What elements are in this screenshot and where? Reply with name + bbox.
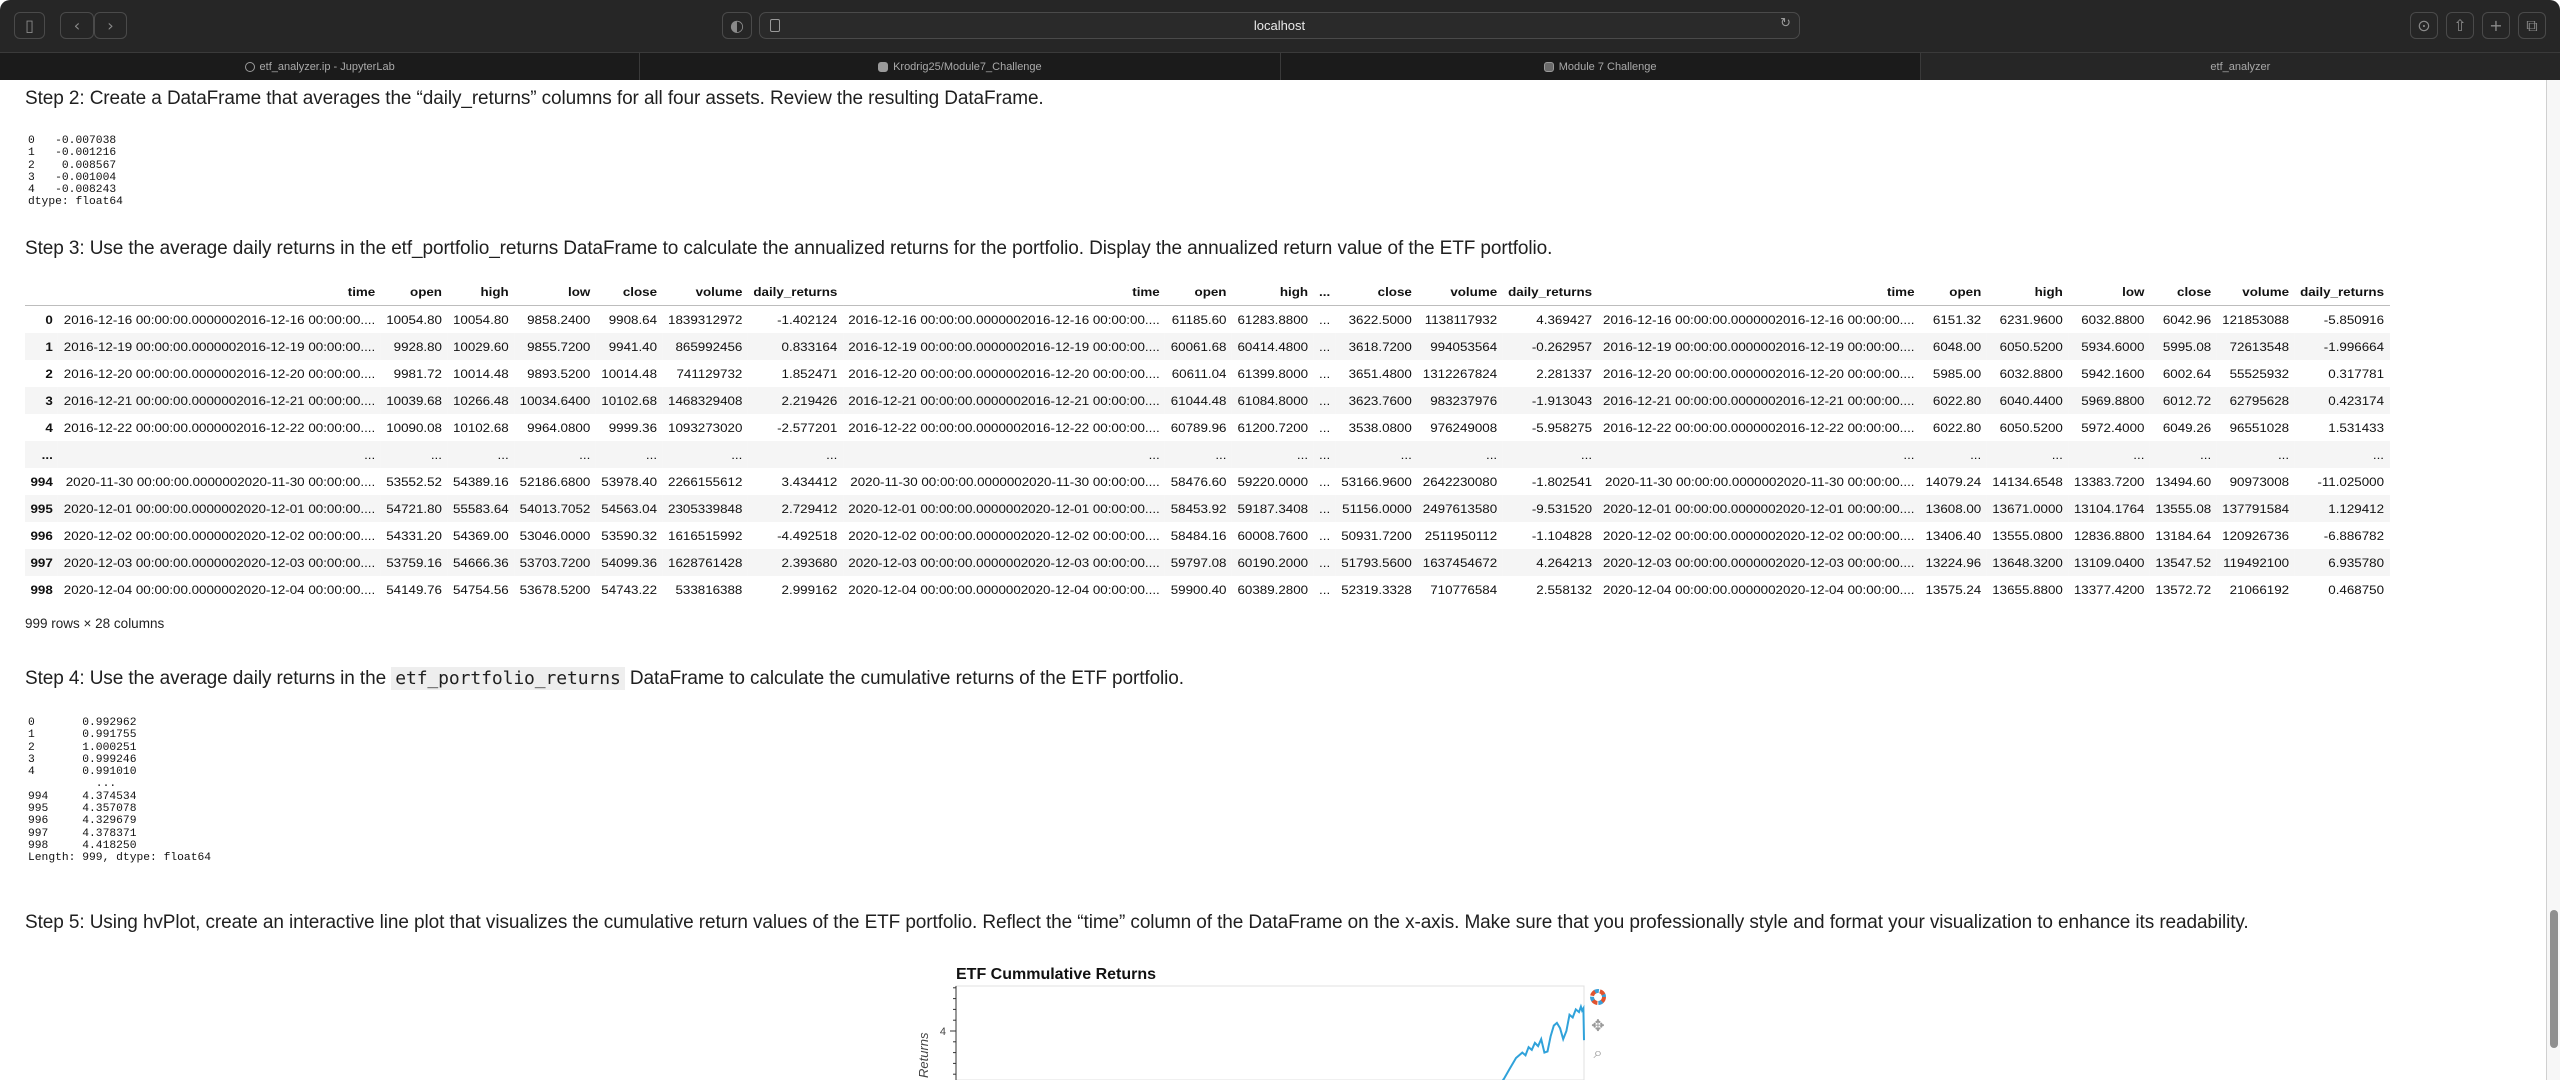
bokeh-logo-icon[interactable] xyxy=(1588,987,1608,1007)
table-cell: 61399.8000 xyxy=(1237,366,1309,381)
table-cell: 6050.5200 xyxy=(1999,339,2063,354)
table-cell: 2016-12-21 00:00:00.0000002016-12-21 00:00:00.... xyxy=(63,393,376,408)
new-tab-icon[interactable]: + xyxy=(2482,12,2510,39)
table-cell: 58453.92 xyxy=(1170,501,1227,516)
table-cell: 6048.00 xyxy=(1932,339,1982,354)
vertical-scrollbar[interactable] xyxy=(2546,80,2560,1080)
table-cell: 119492100 xyxy=(2223,555,2290,570)
row-index: 3 xyxy=(45,393,53,408)
tab-label: etf_analyzer xyxy=(2210,60,2271,73)
table-cell: 50931.7200 xyxy=(1341,528,1412,543)
table-cell: -1.996664 xyxy=(2323,339,2385,354)
table-cell: 2.999162 xyxy=(781,582,838,597)
table-cell: 53703.7200 xyxy=(519,555,591,570)
url-text: localhost xyxy=(1253,18,1306,33)
table-cell: 13406.40 xyxy=(1925,528,1982,543)
table-cell: ... xyxy=(1319,555,1331,570)
table-cell: 96551028 xyxy=(2229,420,2290,435)
table-cell: ... xyxy=(430,447,442,462)
table-cell: 2020-11-30 00:00:00.0000002020-11-30 00:00:00.... xyxy=(1605,474,1915,489)
table-cell: 13383.7200 xyxy=(2073,474,2145,489)
pan-tool-icon[interactable]: ✥ xyxy=(1591,1015,1605,1035)
table-cell: ... xyxy=(2051,447,2063,462)
table-cell: 3651.4800 xyxy=(1348,366,1412,381)
table-cell: 61200.7200 xyxy=(1237,420,1309,435)
table-cell: ... xyxy=(1970,447,1982,462)
table-cell: 13224.96 xyxy=(1925,555,1982,570)
y-ticks xyxy=(940,988,956,1074)
table-cell: 2016-12-22 00:00:00.0000002016-12-22 00:00:00.... xyxy=(1603,420,1915,435)
table-cell: 53552.52 xyxy=(386,474,442,489)
table-cell: 13555.0800 xyxy=(1992,528,2063,543)
column-header: daily_returns xyxy=(748,278,843,306)
table-cell: 60389.2800 xyxy=(1237,582,1309,597)
table-cell: 13575.24 xyxy=(1925,582,1982,597)
table-cell: 61044.48 xyxy=(1170,393,1227,408)
table-cell: 1616515992 xyxy=(668,528,743,543)
table-cell: -5.958275 xyxy=(1531,420,1593,435)
table-cell: 2020-11-30 00:00:00.0000002020-11-30 00:00:00.... xyxy=(65,474,376,489)
table-cell: ... xyxy=(1148,447,1160,462)
table-cell: 9858.2400 xyxy=(527,312,591,327)
table-cell: ... xyxy=(1580,447,1593,462)
column-header: time xyxy=(58,278,380,306)
table-cell: -1.913043 xyxy=(1531,393,1593,408)
table-cell: 994053564 xyxy=(1430,339,1498,354)
table-cell: 51156.0000 xyxy=(1342,501,1412,516)
column-header: high xyxy=(1987,278,2069,306)
row-index: 0 xyxy=(45,312,53,327)
table-cell: 1468329408 xyxy=(668,393,743,408)
table-cell: 9893.5200 xyxy=(527,366,591,381)
column-header: time xyxy=(843,278,1165,306)
table-cell: ... xyxy=(731,447,743,462)
table-cell: 2016-12-21 00:00:00.0000002016-12-21 00:00:00.... xyxy=(848,393,1160,408)
table-cell: 0.317781 xyxy=(2328,366,2385,381)
table-cell: 59900.40 xyxy=(1170,582,1227,597)
table-cell: 2016-12-19 00:00:00.0000002016-12-19 00:00:00.... xyxy=(1603,339,1915,354)
table-cell: -1.402124 xyxy=(777,312,838,327)
table-cell: 0.468750 xyxy=(2328,582,2385,597)
table-cell: 3.434412 xyxy=(781,474,838,489)
table-cell: 2016-12-20 00:00:00.0000002016-12-20 00:00:00.... xyxy=(1603,366,1915,381)
table-cell: 2020-12-01 00:00:00.0000002020-12-01 00:00:00.... xyxy=(848,501,1160,516)
table-cell: 1093273020 xyxy=(668,420,743,435)
table-cell: 10029.60 xyxy=(452,339,509,354)
column-header: close xyxy=(1336,278,1418,306)
plot-frame xyxy=(956,986,1584,1080)
table-cell: 21066192 xyxy=(2229,582,2290,597)
table-cell: 5985.00 xyxy=(1932,366,1982,381)
table-cell: 9855.7200 xyxy=(527,339,591,354)
inline-code: etf_portfolio_returns xyxy=(391,667,624,690)
table-cell: ... xyxy=(1319,501,1331,516)
table-cell: ... xyxy=(1319,420,1331,435)
dataframe-shape: 999 rows × 28 columns xyxy=(25,616,165,631)
table-cell: 2020-12-03 00:00:00.0000002020-12-03 00:00:00.... xyxy=(1603,555,1915,570)
table-cell: 2.558132 xyxy=(1536,582,1593,597)
table-cell: ... xyxy=(645,447,658,462)
table-cell: ... xyxy=(2133,447,2145,462)
table-cell: 55583.64 xyxy=(452,501,509,516)
table-cell: 6012.72 xyxy=(2162,393,2212,408)
table-cell: 3538.0800 xyxy=(1348,420,1412,435)
table-cell: ... xyxy=(1319,582,1331,597)
table-cell: 10034.6400 xyxy=(519,393,591,408)
forward-button[interactable]: › xyxy=(94,12,127,39)
table-cell: 976249008 xyxy=(1430,420,1498,435)
table-cell: 1.531433 xyxy=(2328,420,2385,435)
column-header: close xyxy=(2150,278,2217,306)
table-cell: 1.129412 xyxy=(2328,501,2385,516)
table-cell: 2016-12-16 00:00:00.0000002016-12-16 00:00:00.... xyxy=(63,312,376,327)
table-cell: 533816388 xyxy=(675,582,743,597)
table-cell: 1138117932 xyxy=(1424,312,1498,327)
table-cell: 2016-12-16 00:00:00.0000002016-12-16 00:00:00.... xyxy=(1603,312,1915,327)
table-cell: 53590.32 xyxy=(601,528,658,543)
table-cell: 2.729412 xyxy=(781,501,838,516)
table-cell: -4.492518 xyxy=(777,528,838,543)
column-header: daily_returns xyxy=(2295,278,2390,306)
table-cell: 137791584 xyxy=(2222,501,2290,516)
table-cell: -1.802541 xyxy=(1531,474,1593,489)
column-header: open xyxy=(381,278,448,306)
step5-heading: Step 5: Using hvPlot, create an interactive line plot that visualizes the cumulative return values of the ETF portfolio. Reflect the “time” column of the DataFrame on the x-axis. Make sure that you professionally style and format your visualization to enhance its readability. xyxy=(25,912,2249,933)
table-cell: 6040.4400 xyxy=(1999,393,2063,408)
table-cell: 5972.4000 xyxy=(2081,420,2145,435)
table-cell: 2642230080 xyxy=(1422,474,1498,489)
row-index: 998 xyxy=(30,582,53,597)
table-cell: ... xyxy=(1319,393,1331,408)
table-cell: 13377.4200 xyxy=(2073,582,2145,597)
table-cell: 2016-12-20 00:00:00.0000002016-12-20 00:00:00.... xyxy=(848,366,1160,381)
table-cell: 53978.40 xyxy=(601,474,658,489)
table-cell: ... xyxy=(1485,447,1498,462)
y-axis-label: Returns xyxy=(916,1032,931,1078)
table-cell: 54099.36 xyxy=(601,555,658,570)
table-cell: ... xyxy=(579,447,591,462)
y-tick-label: 4 xyxy=(939,1026,946,1038)
table-cell: 54721.80 xyxy=(386,501,442,516)
table-cell: 54754.56 xyxy=(452,582,509,597)
table-cell: 2.219426 xyxy=(781,393,838,408)
column-header: high xyxy=(1232,278,1314,306)
box-zoom-tool-icon[interactable]: ⌕ xyxy=(1593,1043,1603,1062)
table-cell: 13494.60 xyxy=(2155,474,2212,489)
column-header: daily_returns xyxy=(1503,278,1598,306)
table-cell: 9908.64 xyxy=(608,312,658,327)
table-cell: 2020-12-03 00:00:00.0000002020-12-03 00:00:00.... xyxy=(848,555,1160,570)
table-cell: 13572.72 xyxy=(2155,582,2212,597)
table-cell: 10039.68 xyxy=(386,393,442,408)
table-cell: 2016-12-22 00:00:00.0000002016-12-22 00:00:00.... xyxy=(63,420,376,435)
table-cell: 10102.68 xyxy=(452,420,509,435)
table-cell: 5942.1600 xyxy=(2081,366,2145,381)
table-cell: -0.262957 xyxy=(1531,339,1593,354)
table-cell: 6042.96 xyxy=(2162,312,2212,327)
table-cell: 2020-12-01 00:00:00.0000002020-12-01 00:00:00.... xyxy=(63,501,376,516)
table-cell: -9.531520 xyxy=(1531,501,1593,516)
table-cell: 53166.9600 xyxy=(1341,474,1412,489)
table-cell: 3618.7200 xyxy=(1348,339,1412,354)
table-cell: 10014.48 xyxy=(452,366,509,381)
table-cell: 9981.72 xyxy=(393,366,442,381)
table-cell: 3622.5000 xyxy=(1348,312,1412,327)
column-header: open xyxy=(1920,278,1987,306)
table-cell: 710776584 xyxy=(1430,582,1498,597)
series-line-cumulative-returns xyxy=(1502,1007,1584,1080)
table-cell: ... xyxy=(1319,447,1331,462)
table-cell: 9999.36 xyxy=(608,420,658,435)
table-cell: 2.281337 xyxy=(1536,366,1593,381)
column-header: open xyxy=(1165,278,1232,306)
table-cell: 54149.76 xyxy=(386,582,442,597)
table-cell: 2266155612 xyxy=(668,474,743,489)
table-cell: 61283.8800 xyxy=(1237,312,1309,327)
table-cell: 2016-12-20 00:00:00.0000002016-12-20 00:00:00.... xyxy=(63,366,376,381)
row-index: 994 xyxy=(30,474,53,489)
table-cell: 2305339848 xyxy=(668,501,743,516)
column-header: volume xyxy=(663,278,748,306)
table-cell: 61084.8000 xyxy=(1237,393,1309,408)
table-cell: 13671.0000 xyxy=(1992,501,2063,516)
table-cell: -5.850916 xyxy=(2323,312,2385,327)
column-header: ... xyxy=(1314,278,1336,306)
table-cell: 5934.6000 xyxy=(2081,339,2145,354)
table-cell: 2016-12-16 00:00:00.0000002016-12-16 00:00:00.... xyxy=(848,312,1160,327)
table-cell: 6049.26 xyxy=(2162,420,2212,435)
table-cell: 60414.4800 xyxy=(1237,339,1309,354)
table-cell: 60061.68 xyxy=(1170,339,1227,354)
table-cell: 4.264213 xyxy=(1536,555,1593,570)
table-cell: 61185.60 xyxy=(1171,312,1227,327)
table-cell: 2020-12-04 00:00:00.0000002020-12-04 00:00:00.... xyxy=(63,582,376,597)
table-cell: 54666.36 xyxy=(452,555,509,570)
table-cell: 60789.96 xyxy=(1170,420,1227,435)
row-index: 995 xyxy=(30,501,53,516)
table-cell: ... xyxy=(1319,339,1331,354)
table-cell: 10054.80 xyxy=(452,312,509,327)
table-cell: 1839312972 xyxy=(668,312,743,327)
row-index: ... xyxy=(41,447,53,462)
table-cell: 13555.08 xyxy=(2155,501,2212,516)
back-button[interactable]: ‹ xyxy=(60,12,94,39)
table-cell: 2497613580 xyxy=(1422,501,1498,516)
table-cell: 4.369427 xyxy=(1536,312,1593,327)
download-icon[interactable]: ⊙ xyxy=(2410,12,2438,39)
table-cell: -11.025000 xyxy=(2317,474,2385,489)
table-cell: 55525932 xyxy=(2229,366,2290,381)
step2-output: 0 -0.007038 1 -0.001216 2 0.008567 3 -0.001004 4 -0.008243 dtype: float64 xyxy=(28,135,123,209)
row-index: 2 xyxy=(45,366,53,381)
table-cell: 120926736 xyxy=(2222,528,2290,543)
table-cell: 6022.80 xyxy=(1932,420,1982,435)
table-cell: 13608.00 xyxy=(1925,501,1982,516)
column-header: time xyxy=(1598,278,1920,306)
tab-label: etf_analyzer.ip - JupyterLab xyxy=(259,60,395,73)
table-cell: 121853088 xyxy=(2222,312,2290,327)
table-cell: 10266.48 xyxy=(452,393,509,408)
row-index: 996 xyxy=(30,528,53,543)
table-cell: 2020-12-04 00:00:00.0000002020-12-04 00:00:00.... xyxy=(1603,582,1915,597)
table-cell: 2.393680 xyxy=(781,555,838,570)
table-cell: 6032.8800 xyxy=(1999,366,2063,381)
table-cell: -2.577201 xyxy=(777,420,838,435)
table-cell: 10090.08 xyxy=(386,420,442,435)
step2-heading: Step 2: Create a DataFrame that averages the “daily_returns” columns for all four assets. Review the resulting DataFrame. xyxy=(25,88,1044,109)
column-header: close xyxy=(596,278,663,306)
table-cell: 6022.80 xyxy=(1932,393,1982,408)
reload-icon[interactable]: ↻ xyxy=(1780,16,1791,31)
table-cell: 59220.0000 xyxy=(1237,474,1309,489)
table-cell: 60611.04 xyxy=(1171,366,1227,381)
column-header: volume xyxy=(2217,278,2295,306)
table-cell: 1628761428 xyxy=(668,555,743,570)
table-cell: 58476.60 xyxy=(1170,474,1227,489)
tab-overview-icon[interactable]: ⧉ xyxy=(2518,12,2546,39)
table-cell: 6231.9600 xyxy=(1999,312,2063,327)
step4-heading-after: DataFrame to calculate the cumulative returns of the ETF portfolio. xyxy=(624,668,1184,689)
table-cell: -6.886782 xyxy=(2323,528,2385,543)
table-cell: 9964.0800 xyxy=(527,420,591,435)
table-cell: 14134.6548 xyxy=(1992,474,2063,489)
column-header: high xyxy=(447,278,514,306)
table-cell: 54563.04 xyxy=(601,501,658,516)
shield-icon[interactable]: ◐ xyxy=(722,12,752,39)
table-cell: 865992456 xyxy=(675,339,743,354)
table-cell: 72613548 xyxy=(2229,339,2290,354)
table-cell: 58484.16 xyxy=(1170,528,1227,543)
table-cell: 2020-11-30 00:00:00.0000002020-11-30 00:00:00.... xyxy=(850,474,1160,489)
table-cell: 0.423174 xyxy=(2328,393,2385,408)
table-cell: 3623.7600 xyxy=(1348,393,1412,408)
table-cell: ... xyxy=(497,447,509,462)
table-cell: 14079.24 xyxy=(1925,474,1982,489)
table-cell: 6002.64 xyxy=(2162,366,2212,381)
table-cell: 5995.08 xyxy=(2162,339,2212,354)
table-cell: 2020-12-01 00:00:00.0000002020-12-01 00:00:00.... xyxy=(1603,501,1915,516)
table-cell: 6050.5200 xyxy=(1999,420,2063,435)
step4-heading-before: Step 4: Use the average daily returns in the xyxy=(25,668,392,689)
table-cell: 2020-12-04 00:00:00.0000002020-12-04 00:00:00.... xyxy=(848,582,1160,597)
table-cell: 13184.64 xyxy=(2155,528,2212,543)
table-cell: 2016-12-21 00:00:00.0000002016-12-21 00:00:00.... xyxy=(1603,393,1915,408)
row-index: 4 xyxy=(45,420,53,435)
table-cell: 59187.3408 xyxy=(1237,501,1309,516)
table-cell: 2020-12-02 00:00:00.0000002020-12-02 00:00:00.... xyxy=(63,528,376,543)
table-cell: ... xyxy=(1400,447,1412,462)
table-cell: 10054.80 xyxy=(386,312,442,327)
table-cell: 12836.8800 xyxy=(2073,528,2145,543)
scrollbar-thumb[interactable] xyxy=(2550,910,2558,1048)
table-cell: 0.833164 xyxy=(781,339,838,354)
table-cell: 9928.80 xyxy=(393,339,442,354)
row-index: 1 xyxy=(45,339,53,354)
table-cell: 2511950112 xyxy=(1424,528,1498,543)
table-cell: 13655.8800 xyxy=(1992,582,2063,597)
table-cell: 2020-12-02 00:00:00.0000002020-12-02 00:00:00.... xyxy=(1603,528,1915,543)
table-cell: ... xyxy=(2200,447,2212,462)
table-cell: 13109.0400 xyxy=(2073,555,2145,570)
table-cell: 62795628 xyxy=(2229,393,2290,408)
table-cell: ... xyxy=(364,447,376,462)
table-cell: ... xyxy=(1215,447,1227,462)
column-header: low xyxy=(2068,278,2150,306)
table-cell: 2016-12-19 00:00:00.0000002016-12-19 00:00:00.... xyxy=(63,339,376,354)
table-cell: 741129732 xyxy=(676,366,743,381)
share-icon[interactable]: ⇧ xyxy=(2446,12,2474,39)
table-cell: 6032.8800 xyxy=(2081,312,2145,327)
table-cell: 2020-12-02 00:00:00.0000002020-12-02 00:00:00.... xyxy=(848,528,1160,543)
table-cell: 60008.7600 xyxy=(1237,528,1309,543)
table-cell: 6151.32 xyxy=(1932,312,1982,327)
column-header: volume xyxy=(1417,278,1502,306)
table-cell: ... xyxy=(1319,474,1331,489)
table-cell: 54369.00 xyxy=(452,528,509,543)
table-cell: 90973008 xyxy=(2229,474,2290,489)
table-cell: -1.104828 xyxy=(1531,528,1593,543)
table-cell: 53678.5200 xyxy=(519,582,591,597)
table-cell: 60190.2000 xyxy=(1237,555,1309,570)
table-cell: 10014.48 xyxy=(601,366,658,381)
row-index: 997 xyxy=(30,555,53,570)
table-cell: ... xyxy=(2372,447,2385,462)
table-cell: 2016-12-22 00:00:00.0000002016-12-22 00:00:00.... xyxy=(848,420,1160,435)
table-cell: 13104.1764 xyxy=(2073,501,2145,516)
table-cell: 5969.8800 xyxy=(2081,393,2145,408)
table-cell: 52186.6800 xyxy=(519,474,591,489)
table-cell: 54389.16 xyxy=(452,474,509,489)
table-cell: 1.852471 xyxy=(781,366,838,381)
sidebar-toggle-icon[interactable]: ▯ xyxy=(14,12,45,39)
table-cell: 54743.22 xyxy=(601,582,658,597)
chart-title: ETF Cummulative Returns xyxy=(956,966,1157,983)
table-cell: ... xyxy=(1319,312,1331,327)
table-cell: 1312267824 xyxy=(1422,366,1498,381)
step4-output: 0 0.992962 1 0.991755 2 1.000251 3 0.999246 4 0.991010 ... 994 4.374534 995 4.357078 996 4.329679 997 4.378371 998 4.418250 Length: 999, dtype: float64 xyxy=(28,717,212,865)
table-cell: ... xyxy=(826,447,838,462)
table-cell: 59797.08 xyxy=(1170,555,1227,570)
table-cell: 1637454672 xyxy=(1422,555,1498,570)
table-cell: 13648.3200 xyxy=(1992,555,2063,570)
table-cell: 10102.68 xyxy=(601,393,658,408)
table-cell: 983237976 xyxy=(1430,393,1498,408)
table-cell: 51793.5600 xyxy=(1341,555,1412,570)
table-cell: ... xyxy=(1319,528,1331,543)
column-header: low xyxy=(514,278,596,306)
table-cell: ... xyxy=(1903,447,1915,462)
table-cell: ... xyxy=(1296,447,1309,462)
table-cell: 9941.40 xyxy=(608,339,658,354)
table-cell: 2016-12-19 00:00:00.0000002016-12-19 00:00:00.... xyxy=(848,339,1160,354)
table-cell: 53046.0000 xyxy=(519,528,591,543)
tab-label: Module 7 Challenge xyxy=(1558,60,1657,73)
table-cell: 52319.3328 xyxy=(1341,582,1412,597)
table-cell: 54013.7052 xyxy=(519,501,591,516)
table-cell: 53759.16 xyxy=(386,555,442,570)
table-cell: 13547.52 xyxy=(2155,555,2212,570)
table-cell: ... xyxy=(1319,366,1331,381)
table-cell: 54331.20 xyxy=(386,528,442,543)
table-cell: 2020-12-03 00:00:00.0000002020-12-03 00:00:00.... xyxy=(63,555,376,570)
table-cell: ... xyxy=(2277,447,2290,462)
table-cell: 6.935780 xyxy=(2328,555,2385,570)
step3-heading: Step 3: Use the average daily returns in the etf_portfolio_returns DataFrame to calculate the annualized returns for the portfolio. Display the annualized return value of the ETF portfolio. xyxy=(25,238,1553,259)
tab-label: Krodrig25/Module7_Challenge xyxy=(893,60,1042,73)
